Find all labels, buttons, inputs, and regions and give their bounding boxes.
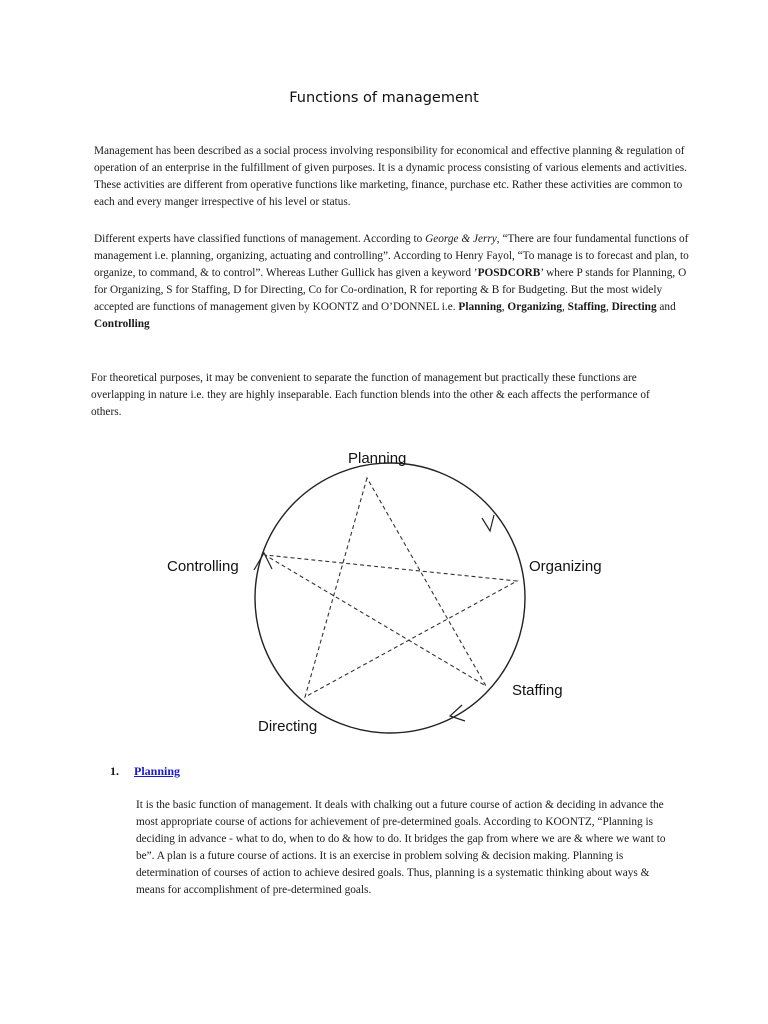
page-title: Functions of management xyxy=(289,90,479,106)
author-name: George & Jerry xyxy=(425,233,497,245)
pentagram-star xyxy=(265,478,517,697)
and-word: and xyxy=(656,301,676,313)
intro-paragraph: Management has been described as a social process involving responsibility for economical and effective planning & regulation of operation of an enterprise in the fulfillment of given purposes. It is a dynamic process consisting of various elements and activities. These activities are different from operative functions like marketing, finance, purchase etc. Rather these activities are common to each and every manger irrespective of his level or status. xyxy=(94,145,687,208)
separator: , xyxy=(562,301,568,313)
function-controlling: Controlling xyxy=(94,318,150,330)
function-directing: Directing xyxy=(611,301,657,313)
section-number: 1. xyxy=(110,764,119,778)
function-organizing: Organizing xyxy=(507,301,563,313)
label-staffing: Staffing xyxy=(512,682,563,699)
separator: , xyxy=(501,301,508,313)
separator: , xyxy=(605,301,612,313)
label-directing: Directing xyxy=(258,718,318,735)
experts-text-1: Different experts have classified functions of management. According to xyxy=(94,233,426,245)
label-controlling: Controlling xyxy=(167,558,239,575)
theory-paragraph: For theoretical purposes, it may be convenient to separate the function of management but practically these functions are overlapping in nature i.e. they are highly inseparable. Each function blends into the other & each affects the performance of others. xyxy=(91,372,650,418)
label-organizing: Organizing xyxy=(529,558,602,575)
planning-link[interactable]: Planning xyxy=(134,764,181,778)
arrow-icon xyxy=(254,553,272,570)
experts-text-2: , “There are four fundamental functions of management i.e. planning, organizing, actuating and controlling”. According to Henry Fayol, “To manage is to forecast and plan, to organize, to command, & to control”. Whereas Luther Gullick has given a keyword ’ xyxy=(94,233,689,279)
label-planning: Planning xyxy=(348,450,407,467)
planning-paragraph: It is the basic function of management. It deals with chalking out a future course of action & deciding in advance the most appropriate course of actions for achievement of pre-determined goals. According to KOONTZ, “Planning is deciding in advance - what to do, when to do & how to do. It bridges the gap from where we are & where we want to be”. A plan is a future course of actions. It is an exercise in problem solving & decision making. Planning is determination of courses of action to achieve desired goals. Thus, planning is a systematic thinking about ways & means for accomplishment of pre-determined goals. xyxy=(136,799,666,896)
function-staffing: Staffing xyxy=(567,301,606,313)
posdcorb-keyword: POSDCORB xyxy=(477,267,541,279)
arrow-icon xyxy=(482,515,494,531)
function-planning: Planning xyxy=(458,301,502,313)
section-heading-planning xyxy=(110,764,180,779)
experts-text-3: ’ where P stands for Planning, O for Organizing, S for Staffing, D for Directing, Co for Co-ordination, R for reporting & B for Budgeting. But the most widely accepted are functions of management given by KOONTZ and O’DONNEL i.e. xyxy=(94,267,687,313)
cycle-circle xyxy=(255,463,525,733)
arrow-icon xyxy=(450,705,465,721)
